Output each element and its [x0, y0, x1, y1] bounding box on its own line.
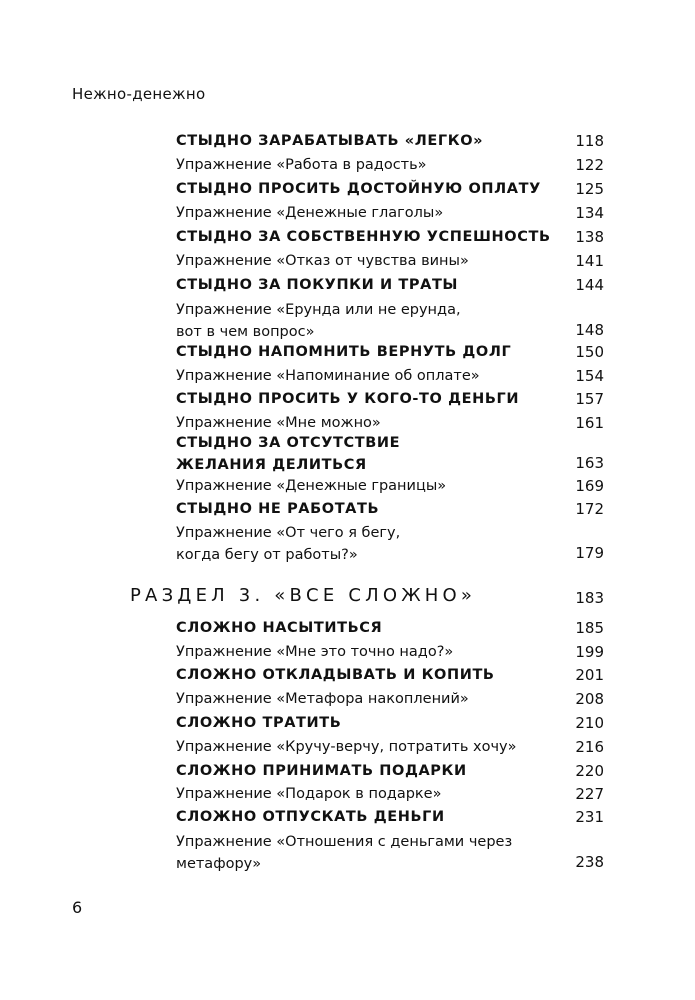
- entry-title: [176, 522, 400, 566]
- entry-title: Упражнение «Отказ от чувства вины»: [176, 253, 469, 269]
- entry-page-number: 185: [575, 619, 604, 637]
- entry-page-number: 199: [575, 643, 604, 661]
- entry-title-line: СТЫДНО ЗА ОТСУТСТВИЕ: [176, 435, 401, 451]
- entry-page-number: 238: [575, 853, 604, 871]
- toc-entry-chapter[interactable]: [176, 498, 604, 520]
- toc-entry-exercise[interactable]: [176, 154, 604, 176]
- entry-title-line: Упражнение «Отношения с деньгами через: [176, 834, 513, 850]
- entry-title-line: когда бегу от работы?»: [176, 547, 358, 563]
- entry-page-number: 216: [575, 738, 604, 756]
- toc-entry-exercise[interactable]: [176, 250, 604, 272]
- toc-entry-chapter[interactable]: [176, 664, 604, 686]
- entry-page-number: 179: [575, 544, 604, 562]
- entry-title: СТЫДНО НАПОМНИТЬ ВЕРНУТЬ ДОЛГ: [176, 344, 512, 360]
- toc-entry-chapter[interactable]: [176, 341, 604, 363]
- entry-title: Упражнение «Работа в радость»: [176, 157, 427, 173]
- entry-title: СТЫДНО ПРОСИТЬ ДОСТОЙНУЮ ОПЛАТУ: [176, 181, 541, 197]
- entry-title: Упражнение «Напоминание об оплате»: [176, 368, 480, 384]
- entry-page-number: 208: [575, 690, 604, 708]
- toc-entry-chapter[interactable]: [176, 226, 604, 248]
- entry-page-number: 122: [575, 156, 604, 174]
- entry-title: СТЫДНО ЗАРАБАТЫВАТЬ «ЛЕГКО»: [176, 133, 484, 149]
- toc-entry-exercise[interactable]: [176, 475, 604, 497]
- entry-page-number: 148: [575, 321, 604, 339]
- toc-entry-chapter[interactable]: [176, 432, 604, 474]
- entry-page-number: 141: [575, 252, 604, 270]
- toc-entry-exercise[interactable]: [176, 736, 604, 758]
- entry-title: СТЫДНО ПРОСИТЬ У КОГО-ТО ДЕНЬГИ: [176, 391, 520, 407]
- entry-page-number: 169: [575, 477, 604, 495]
- toc-entry-exercise[interactable]: [176, 688, 604, 710]
- toc-entry-chapter[interactable]: [176, 274, 604, 296]
- toc-entry-exercise[interactable]: [176, 522, 604, 564]
- entry-title: СТЫДНО ЗА СОБСТВЕННУЮ УСПЕШНОСТЬ: [176, 229, 551, 245]
- toc-entry-exercise[interactable]: [176, 365, 604, 387]
- toc-entry-exercise[interactable]: [176, 641, 604, 663]
- toc-entry-exercise[interactable]: [176, 202, 604, 224]
- toc-entry-chapter[interactable]: [176, 388, 604, 410]
- entry-title-line: Упражнение «От чего я бегу,: [176, 525, 401, 541]
- entry-title-line: вот в чем вопрос»: [176, 324, 315, 340]
- entry-title: [176, 299, 461, 343]
- toc-entry-chapter[interactable]: [176, 806, 604, 828]
- entry-page-number: 144: [575, 276, 604, 294]
- entry-title: СЛОЖНО ОТПУСКАТЬ ДЕНЬГИ: [176, 809, 445, 825]
- toc-entry-exercise[interactable]: [176, 783, 604, 805]
- toc-entry-chapter[interactable]: [176, 712, 604, 734]
- entry-page-number: 201: [575, 666, 604, 684]
- entry-title: Упражнение «Денежные границы»: [176, 478, 447, 494]
- entry-page-number: 231: [575, 808, 604, 826]
- entry-title: СТЫДНО НЕ РАБОТАТЬ: [176, 501, 380, 517]
- entry-page-number: 118: [575, 132, 604, 150]
- entry-page-number: 172: [575, 500, 604, 518]
- toc-entry-exercise[interactable]: [176, 412, 604, 434]
- running-head: Нежно-денежно: [72, 85, 206, 103]
- toc-entry-exercise[interactable]: [176, 831, 604, 873]
- entry-title: [176, 432, 400, 476]
- toc-entry-chapter[interactable]: [176, 760, 604, 782]
- entry-title-line: метафору»: [176, 856, 262, 872]
- entry-title: СТЫДНО ЗА ПОКУПКИ И ТРАТЫ: [176, 277, 459, 293]
- entry-page-number: 154: [575, 367, 604, 385]
- toc-entry-exercise[interactable]: [176, 299, 604, 341]
- entry-title: Упражнение «Подарок в подарке»: [176, 786, 442, 802]
- page-number: 6: [72, 898, 83, 917]
- entry-title: Упражнение «Кручу-верчу, потратить хочу»: [176, 739, 517, 755]
- entry-title-line: ЖЕЛАНИЯ ДЕЛИТЬСЯ: [176, 457, 367, 473]
- entry-page-number: 125: [575, 180, 604, 198]
- entry-title-line: Упражнение «Ерунда или не ерунда,: [176, 302, 461, 318]
- entry-page-number: 161: [575, 414, 604, 432]
- entry-title: Упражнение «Мне это точно надо?»: [176, 644, 454, 660]
- entry-title: Упражнение «Денежные глаголы»: [176, 205, 444, 221]
- entry-title: СЛОЖНО ОТКЛАДЫВАТЬ И КОПИТЬ: [176, 667, 495, 683]
- entry-title: СЛОЖНО НАСЫТИТЬСЯ: [176, 620, 383, 636]
- entry-page-number: 210: [575, 714, 604, 732]
- entry-page-number: 138: [575, 228, 604, 246]
- entry-title: СЛОЖНО ТРАТИТЬ: [176, 715, 342, 731]
- entry-page-number: 150: [575, 343, 604, 361]
- section-title: РАЗДЕЛ 3. «ВСЕ СЛОЖНО»: [130, 585, 477, 606]
- section-heading[interactable]: [130, 583, 604, 609]
- entry-title: Упражнение «Мне можно»: [176, 415, 381, 431]
- entry-title: СЛОЖНО ПРИНИМАТЬ ПОДАРКИ: [176, 763, 467, 779]
- toc-entry-chapter[interactable]: [176, 130, 604, 152]
- entry-page-number: 134: [575, 204, 604, 222]
- entry-page-number: 163: [575, 454, 604, 472]
- entry-page-number: 157: [575, 390, 604, 408]
- toc-entry-chapter[interactable]: [176, 178, 604, 200]
- entry-page-number: 220: [575, 762, 604, 780]
- entry-page-number: 227: [575, 785, 604, 803]
- toc-entry-chapter[interactable]: [176, 617, 604, 639]
- entry-title: [176, 831, 512, 875]
- section-page-number: 183: [575, 589, 604, 607]
- entry-title: Упражнение «Метафора накоплений»: [176, 691, 469, 707]
